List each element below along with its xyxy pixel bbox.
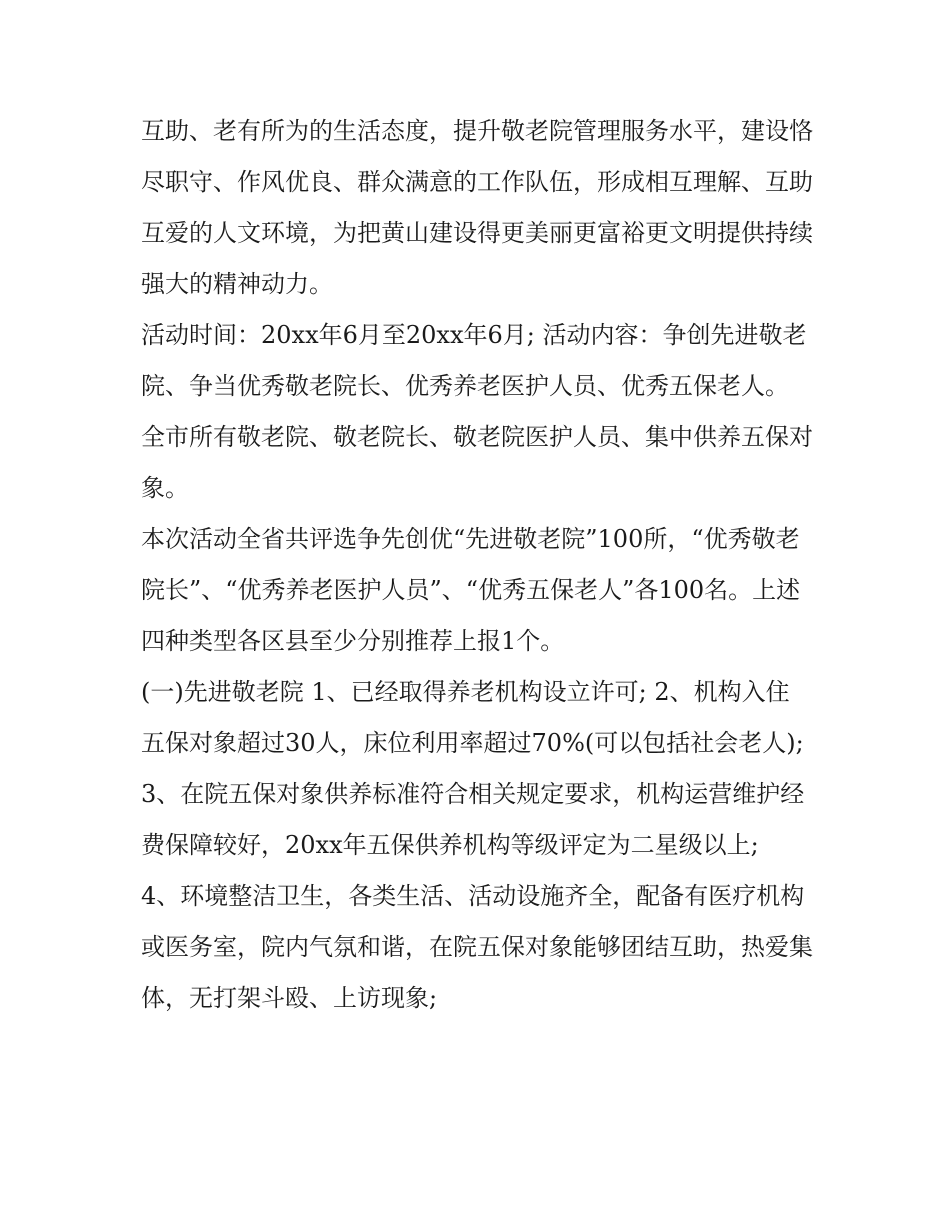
paragraph-5: (一)先进敬老院 1、已经取得养老机构设立许可; 2、机构入住五保对象超过30人，床位利用率超过70%(可以包括社会老人); bbox=[141, 678, 804, 757]
paragraph-4: 本次活动全省共评选争先创优“先进敬老院”100所，“优秀敬老院长”、“优秀养老医护人员”、“优秀五保老人”各100名。上述四种类型各区县至少分别推荐上报1个。 bbox=[141, 525, 801, 655]
paragraph-3: 全市所有敬老院、敬老院长、敬老院医护人员、集中供养五保对象。 bbox=[141, 423, 813, 502]
paragraph-1: 互助、老有所为的生活态度，提升敬老院管理服务水平，建设恪尽职守、作风优良、群众满意的工作队伍，形成相互理解、互助互爱的人文环境，为把黄山建设得更美丽更富裕更文明提供持续强大的精神动力。 bbox=[141, 117, 813, 298]
paragraph-2: 活动时间：20xx年6月至20xx年6月; 活动内容：争创先进敬老院、争当优秀敬老院长、优秀养老医护人员、优秀五保老人。 bbox=[141, 321, 807, 400]
paragraph-6: 3、在院五保对象供养标准符合相关规定要求，机构运营维护经费保障较好，20xx年五保供养机构等级评定为二星级以上; bbox=[141, 780, 805, 859]
paragraph-7: 4、环境整洁卫生，各类生活、活动设施齐全，配备有医疗机构或医务室，院内气氛和谐，在院五保对象能够团结互助，热爱集体，无打架斗殴、上访现象; bbox=[141, 882, 813, 1012]
document-body bbox=[141, 106, 813, 1024]
